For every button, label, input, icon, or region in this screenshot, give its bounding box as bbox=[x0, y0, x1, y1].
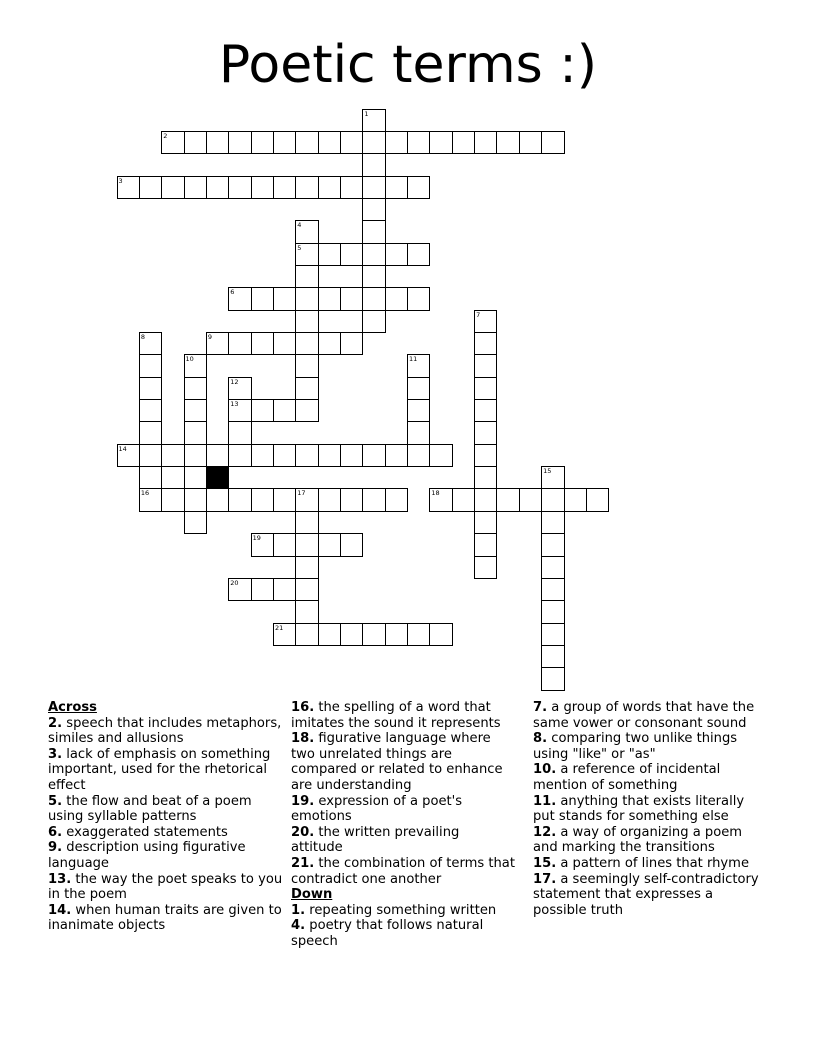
clue-number: 6. bbox=[48, 824, 63, 840]
grid-cell[interactable] bbox=[318, 623, 341, 646]
clue-across-19 bbox=[291, 794, 515, 825]
clue-text: the flow and beat of a poem using syllable patterns bbox=[48, 793, 252, 825]
cell-number: 14 bbox=[118, 444, 127, 453]
grid-cell[interactable] bbox=[206, 488, 229, 511]
clue-across-16 bbox=[291, 700, 515, 731]
grid-cell[interactable] bbox=[295, 131, 318, 154]
clue-text: a way of organizing a poem and marking the transitions bbox=[533, 824, 743, 856]
clue-down-15 bbox=[533, 856, 769, 872]
grid-cell[interactable] bbox=[385, 243, 408, 266]
grid-cell[interactable] bbox=[407, 623, 430, 646]
clue-number: 20. bbox=[291, 824, 315, 840]
grid-cell[interactable] bbox=[496, 488, 519, 511]
grid-cell[interactable] bbox=[407, 421, 430, 444]
cell-number: 18 bbox=[431, 489, 440, 498]
clue-text: a reference of incidental mention of something bbox=[533, 762, 721, 793]
grid-cell[interactable] bbox=[318, 444, 341, 467]
clue-text: speech that includes metaphors, similes and allusions bbox=[48, 715, 282, 747]
grid-cell[interactable] bbox=[362, 176, 385, 199]
clue-down-7 bbox=[533, 700, 769, 731]
clue-across-13 bbox=[48, 872, 284, 903]
grid-cell[interactable] bbox=[474, 466, 497, 489]
grid-cell[interactable] bbox=[586, 488, 609, 511]
grid-cell[interactable] bbox=[340, 332, 363, 355]
grid-cell[interactable] bbox=[318, 287, 341, 310]
grid-cell[interactable] bbox=[362, 265, 385, 288]
grid-cell[interactable] bbox=[206, 176, 229, 199]
clue-number: 2. bbox=[48, 715, 63, 731]
grid-cell[interactable] bbox=[362, 198, 385, 221]
grid-cell[interactable] bbox=[407, 131, 430, 154]
grid-cell[interactable] bbox=[273, 176, 296, 199]
grid-cell[interactable] bbox=[139, 354, 162, 377]
grid-cell[interactable] bbox=[564, 488, 587, 511]
grid-cell[interactable] bbox=[251, 444, 274, 467]
clue-number: 17. bbox=[533, 871, 557, 887]
grid-cell[interactable] bbox=[295, 310, 318, 333]
grid-cell[interactable] bbox=[184, 511, 207, 534]
page-title: Poetic terms :) bbox=[218, 35, 598, 95]
clue-number: 15. bbox=[533, 855, 557, 871]
cell-number: 10 bbox=[185, 355, 194, 364]
grid-cell[interactable] bbox=[184, 131, 207, 154]
grid-cell[interactable] bbox=[452, 131, 475, 154]
clue-number: 3. bbox=[48, 746, 63, 762]
grid-cell[interactable] bbox=[519, 488, 542, 511]
clue-number: 9. bbox=[48, 840, 63, 856]
grid-cell[interactable] bbox=[496, 131, 519, 154]
clue-text: expression of a poet's emotions bbox=[291, 793, 463, 825]
grid-cell[interactable] bbox=[474, 421, 497, 444]
grid-cell[interactable] bbox=[228, 332, 251, 355]
grid-cell[interactable] bbox=[541, 645, 564, 668]
clue-number: 8. bbox=[533, 731, 548, 747]
clue-number: 13. bbox=[48, 871, 72, 887]
grid-cell[interactable] bbox=[251, 399, 274, 422]
grid-cell[interactable] bbox=[139, 399, 162, 422]
clue-number: 19. bbox=[291, 793, 315, 809]
grid-cell[interactable] bbox=[295, 332, 318, 355]
clue-text: a group of words that have the same vower or consonant sound bbox=[533, 700, 755, 731]
clue-text: repeating something written bbox=[309, 902, 497, 918]
cell-number: 5 bbox=[297, 243, 302, 252]
grid-cell[interactable] bbox=[228, 176, 251, 199]
grid-cell[interactable] bbox=[340, 623, 363, 646]
cell-number: 1 bbox=[364, 109, 369, 118]
grid-cell[interactable] bbox=[184, 444, 207, 467]
grid-cell[interactable] bbox=[318, 533, 341, 556]
grid-cell[interactable] bbox=[139, 176, 162, 199]
clue-number: 1. bbox=[291, 902, 306, 918]
grid-cell[interactable] bbox=[474, 488, 497, 511]
grid-cell[interactable] bbox=[340, 176, 363, 199]
grid-cell[interactable] bbox=[295, 511, 318, 534]
clue-text: description using figurative language bbox=[48, 840, 246, 871]
grid-cell[interactable] bbox=[340, 488, 363, 511]
grid-cell[interactable] bbox=[541, 511, 564, 534]
grid-cell[interactable] bbox=[340, 444, 363, 467]
grid-cell[interactable] bbox=[251, 131, 274, 154]
clue-across-2 bbox=[48, 716, 284, 747]
cell-number: 3 bbox=[118, 176, 123, 185]
grid-cell[interactable] bbox=[206, 444, 229, 467]
grid-cell[interactable] bbox=[273, 287, 296, 310]
grid-cell[interactable] bbox=[251, 332, 274, 355]
grid-cell[interactable] bbox=[407, 377, 430, 400]
grid-cell[interactable] bbox=[362, 220, 385, 243]
grid-cell[interactable] bbox=[541, 578, 564, 601]
grid-cell[interactable] bbox=[251, 287, 274, 310]
grid-cell[interactable] bbox=[184, 466, 207, 489]
grid-cell[interactable] bbox=[541, 556, 564, 579]
grid-cell[interactable] bbox=[385, 287, 408, 310]
clues-column-2 bbox=[291, 700, 515, 950]
grid-cell[interactable] bbox=[519, 131, 542, 154]
grid-cell[interactable] bbox=[251, 488, 274, 511]
clue-number: 4. bbox=[291, 918, 306, 934]
clue-across-5 bbox=[48, 794, 284, 825]
cell-number: 11 bbox=[409, 355, 418, 364]
clue-down-11 bbox=[533, 794, 769, 825]
grid-cell[interactable] bbox=[184, 377, 207, 400]
grid-cell[interactable] bbox=[474, 399, 497, 422]
grid-cell[interactable] bbox=[362, 310, 385, 333]
clue-number: 5. bbox=[48, 793, 63, 809]
grid-cell[interactable] bbox=[407, 444, 430, 467]
grid-cell[interactable] bbox=[161, 444, 184, 467]
clue-down-17 bbox=[533, 872, 769, 919]
clue-down-4 bbox=[291, 918, 515, 949]
clue-text: the way the poet speaks to you in the poem bbox=[48, 871, 283, 903]
grid-cell[interactable] bbox=[295, 556, 318, 579]
cell-number: 13 bbox=[230, 400, 239, 409]
grid-cell[interactable] bbox=[184, 399, 207, 422]
grid-cell[interactable] bbox=[474, 556, 497, 579]
grid-cell[interactable] bbox=[295, 176, 318, 199]
grid-cell[interactable] bbox=[429, 131, 452, 154]
grid-cell[interactable] bbox=[295, 578, 318, 601]
grid-cell[interactable] bbox=[340, 533, 363, 556]
clue-across-6 bbox=[48, 825, 284, 841]
grid-cell[interactable] bbox=[295, 287, 318, 310]
clue-number: 14. bbox=[48, 902, 72, 918]
grid-cell[interactable] bbox=[184, 176, 207, 199]
grid-cell[interactable] bbox=[139, 466, 162, 489]
cell-number: 15 bbox=[543, 467, 552, 476]
clue-number: 7. bbox=[533, 700, 548, 715]
grid-cell[interactable] bbox=[318, 176, 341, 199]
grid-cell[interactable] bbox=[273, 131, 296, 154]
cell-number: 12 bbox=[230, 377, 239, 386]
grid-cell[interactable] bbox=[429, 623, 452, 646]
cell-number: 16 bbox=[140, 489, 150, 498]
grid-cell[interactable] bbox=[273, 399, 296, 422]
clue-text: anything that exists literally put stands for something else bbox=[533, 793, 745, 825]
clue-down-8 bbox=[533, 731, 769, 762]
clues-column-1 bbox=[48, 700, 284, 934]
clue-across-3 bbox=[48, 747, 284, 794]
grid-cell[interactable] bbox=[407, 287, 430, 310]
cell-number: 19 bbox=[252, 534, 261, 543]
grid-cell[interactable] bbox=[429, 444, 452, 467]
grid-cell[interactable] bbox=[474, 354, 497, 377]
grid-cell[interactable] bbox=[295, 600, 318, 623]
grid-cell[interactable] bbox=[295, 533, 318, 556]
clue-text: lack of emphasis on something important, used for the rhetorical effect bbox=[48, 746, 271, 793]
grid-cell[interactable] bbox=[541, 488, 564, 511]
cell-number: 2 bbox=[163, 131, 168, 140]
clue-across-20 bbox=[291, 825, 515, 856]
grid-cell[interactable] bbox=[318, 332, 341, 355]
grid-cell[interactable] bbox=[273, 578, 296, 601]
grid-cell[interactable] bbox=[541, 667, 564, 690]
cell-number: 20 bbox=[230, 578, 239, 587]
clue-number: 21. bbox=[291, 855, 315, 871]
grid-cell[interactable] bbox=[474, 332, 497, 355]
clue-text: a seemingly self-contradictory statement that expresses a possible truth bbox=[533, 871, 759, 918]
clue-number: 16. bbox=[291, 700, 315, 715]
grid-cell[interactable] bbox=[362, 488, 385, 511]
clue-text: poetry that follows natural speech bbox=[291, 918, 484, 949]
grid-cell[interactable] bbox=[295, 377, 318, 400]
clue-across-9 bbox=[48, 840, 284, 871]
clue-number: 11. bbox=[533, 793, 557, 809]
grid-cell[interactable] bbox=[184, 421, 207, 444]
grid-cell[interactable] bbox=[362, 623, 385, 646]
grid-cell[interactable] bbox=[541, 131, 564, 154]
grid-cell[interactable] bbox=[362, 444, 385, 467]
grid-cell[interactable] bbox=[139, 444, 162, 467]
grid-cell[interactable] bbox=[139, 421, 162, 444]
grid-cell[interactable] bbox=[228, 488, 251, 511]
clue-number: 12. bbox=[533, 824, 557, 840]
clue-down-10 bbox=[533, 762, 769, 793]
grid-cell[interactable] bbox=[474, 377, 497, 400]
black-square bbox=[206, 466, 229, 489]
grid-cell[interactable] bbox=[295, 444, 318, 467]
down-heading: Down bbox=[291, 887, 333, 903]
grid-cell[interactable] bbox=[273, 488, 296, 511]
grid-cell[interactable] bbox=[541, 623, 564, 646]
grid-cell[interactable] bbox=[161, 488, 184, 511]
grid-cell[interactable] bbox=[385, 623, 408, 646]
cell-number: 6 bbox=[230, 288, 235, 297]
grid-cell[interactable] bbox=[385, 488, 408, 511]
clue-across-21 bbox=[291, 856, 515, 887]
grid-cell[interactable] bbox=[139, 377, 162, 400]
clue-text: the spelling of a word that imitates the sound it represents bbox=[291, 700, 501, 731]
grid-cell[interactable] bbox=[273, 332, 296, 355]
grid-cell[interactable] bbox=[362, 131, 385, 154]
grid-cell[interactable] bbox=[251, 578, 274, 601]
across-heading: Across bbox=[48, 700, 97, 715]
grid-cell[interactable] bbox=[474, 131, 497, 154]
grid-cell[interactable] bbox=[407, 399, 430, 422]
grid-cell[interactable] bbox=[206, 131, 229, 154]
grid-cell[interactable] bbox=[541, 600, 564, 623]
clue-text: a pattern of lines that rhyme bbox=[560, 855, 749, 871]
clue-text: when human traits are given to inanimate objects bbox=[48, 902, 282, 934]
grid-cell[interactable] bbox=[407, 243, 430, 266]
clue-text: the written prevailing attitude bbox=[291, 824, 460, 856]
grid-cell[interactable] bbox=[541, 533, 564, 556]
grid-cell[interactable] bbox=[385, 176, 408, 199]
grid-cell[interactable] bbox=[362, 243, 385, 266]
cell-number: 9 bbox=[207, 333, 213, 341]
grid-cell[interactable] bbox=[228, 421, 251, 444]
grid-cell[interactable] bbox=[295, 623, 318, 646]
cell-number: 21 bbox=[274, 623, 284, 632]
grid-cell[interactable] bbox=[295, 354, 318, 377]
grid-cell[interactable] bbox=[228, 131, 251, 154]
grid-cell[interactable] bbox=[318, 488, 341, 511]
grid-cell[interactable] bbox=[228, 444, 251, 467]
grid-cell[interactable] bbox=[385, 131, 408, 154]
grid-cell[interactable] bbox=[474, 533, 497, 556]
grid-cell[interactable] bbox=[407, 176, 430, 199]
grid-cell[interactable] bbox=[362, 287, 385, 310]
cell-number: 17 bbox=[297, 489, 306, 498]
cell-number: 7 bbox=[476, 310, 481, 319]
clue-text: exaggerated statements bbox=[66, 824, 228, 840]
grid-cell[interactable] bbox=[474, 444, 497, 467]
grid-cell[interactable] bbox=[318, 131, 341, 154]
clue-text: comparing two unlike things using "like" or "as" bbox=[533, 731, 738, 762]
clue-across-18 bbox=[291, 731, 515, 793]
grid-cell[interactable] bbox=[273, 533, 296, 556]
grid-cell[interactable] bbox=[385, 444, 408, 467]
grid-cell[interactable] bbox=[362, 153, 385, 176]
clue-number: 10. bbox=[533, 762, 557, 778]
clue-number: 18. bbox=[291, 731, 315, 747]
grid-cell[interactable] bbox=[340, 243, 363, 266]
grid-cell[interactable] bbox=[452, 488, 475, 511]
grid-cell[interactable] bbox=[318, 243, 341, 266]
cell-number: 8 bbox=[140, 333, 145, 341]
clue-down-1 bbox=[291, 903, 515, 919]
grid-cell[interactable] bbox=[273, 444, 296, 467]
cell-number: 4 bbox=[297, 221, 302, 230]
grid-cell[interactable] bbox=[295, 399, 318, 422]
clues-column-3 bbox=[533, 700, 769, 918]
grid-cell[interactable] bbox=[340, 287, 363, 310]
grid-cell[interactable] bbox=[474, 511, 497, 534]
grid-cell[interactable] bbox=[184, 488, 207, 511]
clue-down-12 bbox=[533, 825, 769, 856]
clue-across-14 bbox=[48, 903, 284, 934]
grid-cell[interactable] bbox=[161, 176, 184, 199]
clue-text: the combination of terms that contradict one another bbox=[291, 855, 515, 887]
grid-cell[interactable] bbox=[340, 131, 363, 154]
grid-cell[interactable] bbox=[251, 176, 274, 199]
grid-cell[interactable] bbox=[295, 265, 318, 288]
clue-text: figurative language where two unrelated things are compared or related to enhance are understanding bbox=[291, 731, 503, 793]
